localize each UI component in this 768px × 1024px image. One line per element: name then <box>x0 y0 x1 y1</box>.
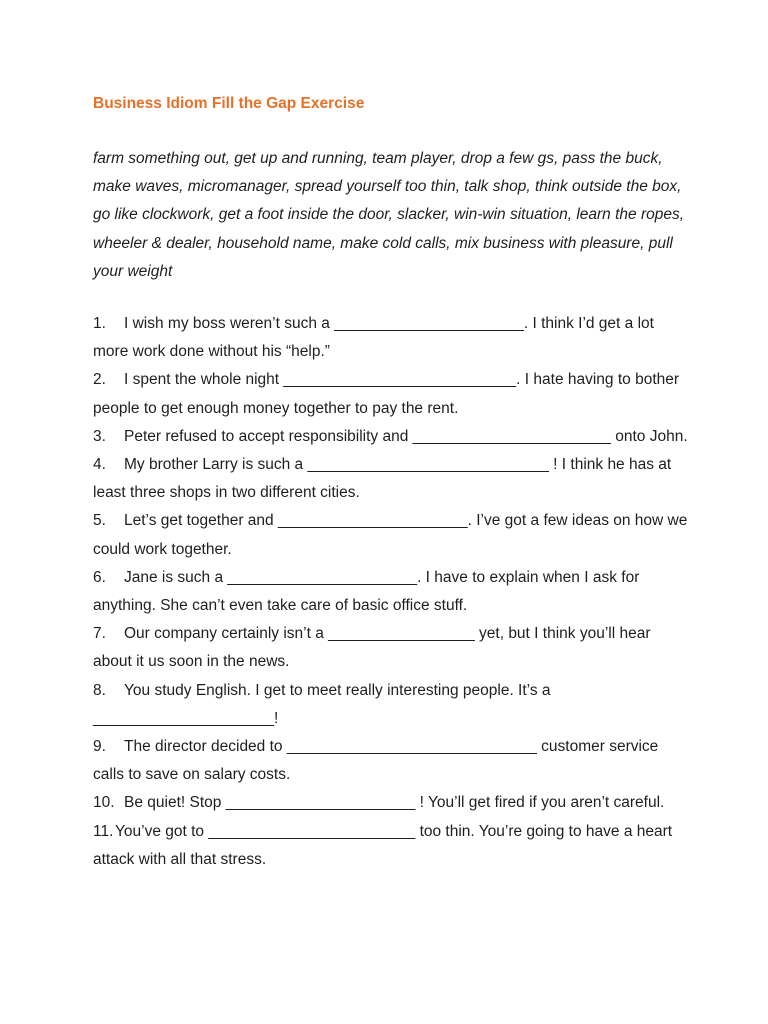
item-text-after: too thin. You’re going to have a heart attack with all that stress. <box>93 822 673 868</box>
item-text-before: You study English. I get to meet really interesting people. It’s a <box>124 681 551 699</box>
item-text-after: ! I think he has at least three shops in two different cities. <box>93 456 672 502</box>
item-text-before: Jane is such a <box>124 568 228 586</box>
item-text-after: ! <box>274 709 279 727</box>
answer-blank: ________________________ <box>208 822 416 840</box>
answer-blank: ___________________________ <box>283 371 517 389</box>
item-text-after: ! You’ll get fired if you aren’t careful. <box>415 794 665 812</box>
exercise-item-1 <box>93 310 693 366</box>
item-text-before: The director decided to <box>124 738 287 756</box>
item-number: 10. <box>93 794 115 812</box>
item-text-before: Let’s get together and <box>124 512 278 530</box>
item-text-after: onto John. <box>610 427 688 445</box>
item-text-before: I wish my boss weren’t such a <box>124 315 335 333</box>
answer-blank: _____________________________ <box>286 738 537 756</box>
item-number: 9. <box>93 738 106 756</box>
answer-blank: ______________________ <box>277 512 468 530</box>
answer-blank: ______________________ <box>225 794 416 812</box>
exercise-item-10 <box>93 789 693 817</box>
item-text-after: yet, but I think you’ll hear about it us soon in the news. <box>93 625 651 671</box>
answer-blank: _____________________ <box>93 709 275 727</box>
item-text-before: Peter refused to accept responsibility and <box>124 427 413 445</box>
exercise-list <box>93 310 693 874</box>
item-number: 5. <box>93 512 106 530</box>
exercise-item-9 <box>93 733 693 789</box>
word-bank: farm something out, get up and running, team player, drop a few gs, pass the buck, make waves, micromanager, spread yourself too thin, talk shop, think outside the box, go like clockwork, get a foot inside the door, slacker, win-win situation, learn the ropes, wheeler & dealer, household name, make cold calls, mix business with pleasure, pull your weight <box>93 150 685 280</box>
item-text-before: I spent the whole night <box>124 371 284 389</box>
exercise-item-3 <box>93 423 693 451</box>
item-number: 7. <box>93 625 106 643</box>
item-text-before: Be quiet! Stop <box>124 794 226 812</box>
item-text-before: You’ve got to <box>115 822 209 840</box>
item-number: 1. <box>93 315 106 333</box>
item-text-after: . I have to explain when I ask for anything. She can’t even take care of basic office stuff. <box>93 568 640 615</box>
item-text-after: . I think I’d get a lot more work done without his “help.” <box>93 315 654 361</box>
item-text-after: customer service calls to save on salary costs. <box>93 738 659 784</box>
answer-blank: _________________ <box>328 625 475 643</box>
exercise-item-4 <box>93 451 693 507</box>
answer-blank: _______________________ <box>412 427 611 445</box>
exercise-item-2 <box>93 366 693 422</box>
exercise-item-7 <box>93 620 693 676</box>
item-number: 2. <box>93 371 106 389</box>
item-text-after: . I’ve got a few ideas on how we could work together. <box>93 512 688 558</box>
item-text-after: . I hate having to bother people to get enough money together to pay the rent. <box>93 371 680 417</box>
item-number: 3. <box>93 427 106 445</box>
exercise-item-6 <box>93 564 693 620</box>
answer-blank: ____________________________ <box>307 456 549 474</box>
item-number: 11. <box>93 822 114 840</box>
exercise-item-11 <box>93 818 693 874</box>
exercise-item-8 <box>93 677 693 733</box>
exercise-item-5 <box>93 507 693 563</box>
exercise-title: Business Idiom Fill the Gap Exercise <box>93 95 365 112</box>
document-page <box>93 93 693 874</box>
answer-blank: ______________________ <box>334 315 524 333</box>
item-number: 6. <box>93 568 106 586</box>
item-text-before: Our company certainly isn’t a <box>124 625 329 643</box>
item-text-before: My brother Larry is such a <box>124 456 308 474</box>
item-number: 4. <box>93 456 106 474</box>
answer-blank: ______________________ <box>227 568 418 586</box>
item-number: 8. <box>93 681 106 699</box>
